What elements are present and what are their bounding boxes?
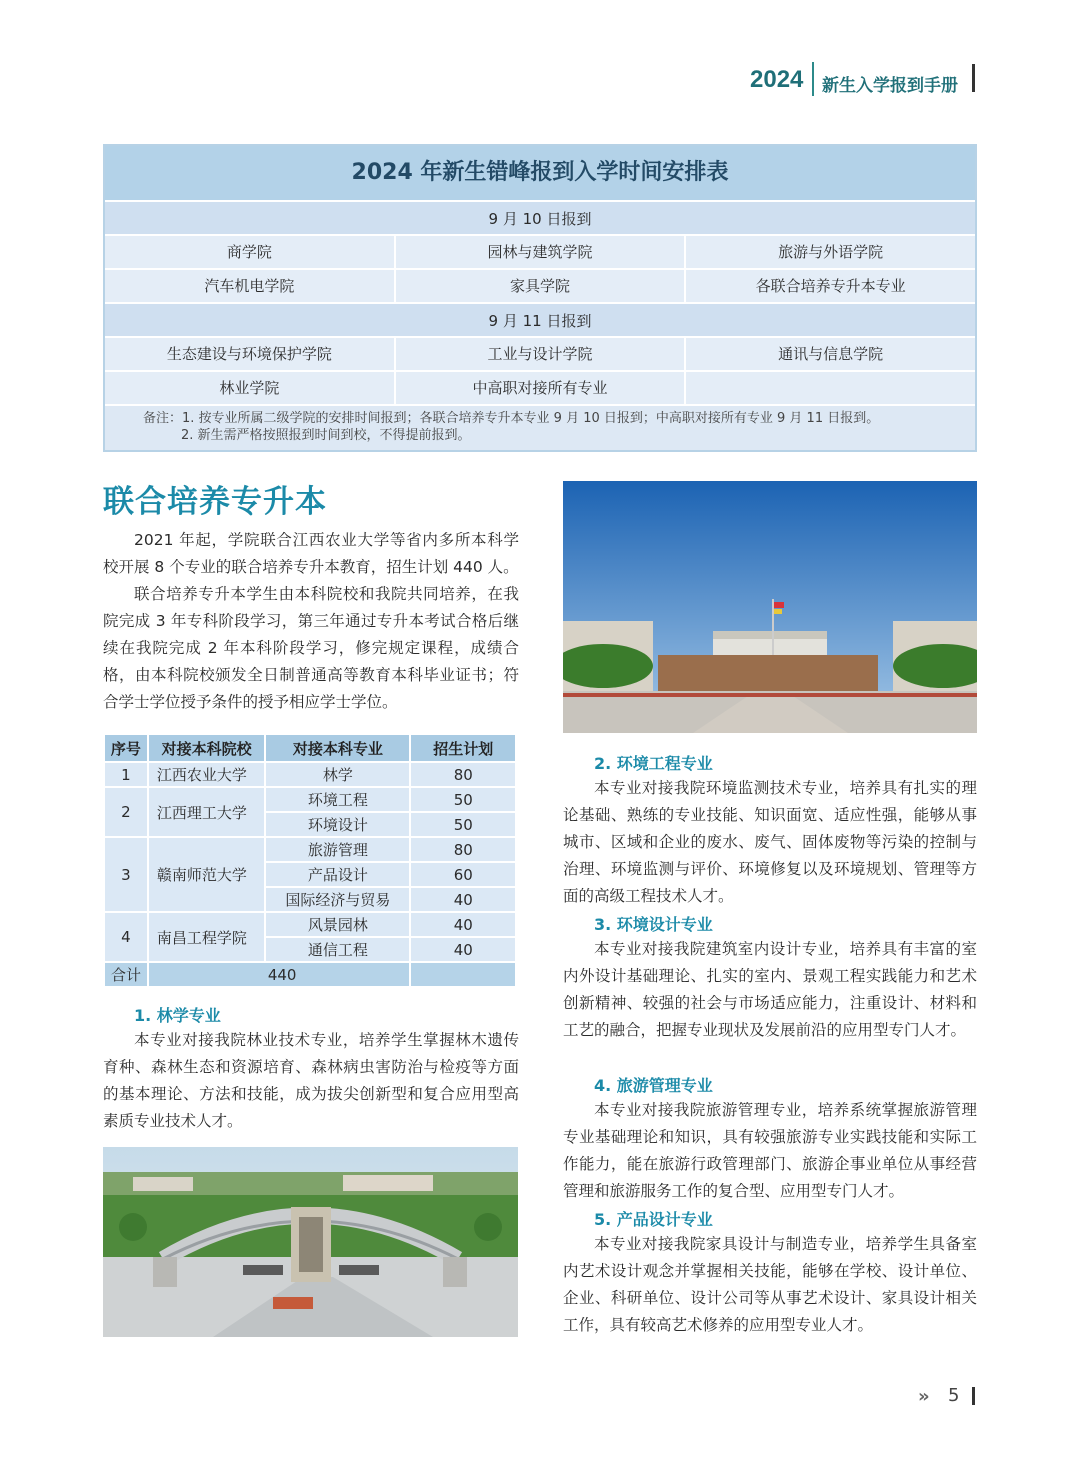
col-header: 招生计划 bbox=[410, 734, 516, 762]
university-building-photo bbox=[563, 481, 977, 733]
total-label: 合计 bbox=[104, 962, 148, 987]
major-name: 产品设计 bbox=[265, 862, 410, 887]
major-2-text-block bbox=[563, 775, 977, 910]
header-title: 新生入学报到手册 bbox=[822, 76, 958, 96]
major-name: 风景园林 bbox=[265, 912, 410, 937]
schedule-cell: 生态建设与环境保护学院 bbox=[105, 338, 396, 370]
chevron-right-icon: » bbox=[918, 1386, 924, 1407]
schedule-cell-empty bbox=[686, 372, 975, 404]
schedule-row bbox=[105, 370, 975, 404]
major-3-text: 本专业对接我院建筑室内设计专业，培养具有丰富的室内外设计基础理论、扎实的室内、景观工程实践能力和艺术创新精神、较强的社会与市场适应能力，注重设计、材料和工艺的融合，把握专业现状及发展前沿的应用型专门人才。 bbox=[563, 940, 977, 1039]
schedule-row bbox=[105, 234, 975, 268]
major-name: 林学 bbox=[265, 762, 410, 787]
major-3-text-block bbox=[563, 936, 977, 1044]
table-row bbox=[104, 912, 516, 937]
section-title: 联合培养专升本 bbox=[103, 484, 327, 520]
school-name: 赣南师范大学 bbox=[148, 837, 265, 912]
plan-count: 40 bbox=[410, 937, 516, 962]
plan-count: 50 bbox=[410, 812, 516, 837]
row-number: 4 bbox=[104, 912, 148, 962]
header-year: 2024 bbox=[750, 66, 804, 93]
major-5-title: 5. 产品设计专业 bbox=[594, 1210, 713, 1229]
schedule-cell: 旅游与外语学院 bbox=[686, 236, 975, 268]
schedule-day-1: 9 月 10 日报到 bbox=[105, 200, 975, 234]
major-name: 环境设计 bbox=[265, 812, 410, 837]
plan-count: 80 bbox=[410, 762, 516, 787]
major-4-text: 本专业对接我院旅游管理专业，培养系统掌握旅游管理专业基础理论和知识，具有较强旅游专业实践技能和实际工作能力，能在旅游行政管理部门、旅游企事业单位从事经营管理和旅游服务工作的复合型、应用型专门人才。 bbox=[563, 1101, 977, 1200]
major-4-title: 4. 旅游管理专业 bbox=[594, 1076, 713, 1095]
header-divider bbox=[812, 62, 814, 96]
schedule-cell: 林业学院 bbox=[105, 372, 396, 404]
program-table bbox=[103, 733, 517, 988]
school-name: 南昌工程学院 bbox=[148, 912, 265, 962]
table-row bbox=[104, 837, 516, 862]
page-footer bbox=[918, 1384, 982, 1410]
major-3-title: 3. 环境设计专业 bbox=[594, 915, 713, 934]
page-header bbox=[750, 62, 980, 98]
plan-count: 40 bbox=[410, 887, 516, 912]
schedule-row bbox=[105, 268, 975, 302]
intro-paragraph-1: 2021 年起，学院联合江西农业大学等省内多所本科学校开展 8 个专业的联合培养专升本教育，招生计划 440 人。 bbox=[103, 531, 519, 576]
major-name: 国际经济与贸易 bbox=[265, 887, 410, 912]
schedule-row bbox=[105, 336, 975, 370]
intro-paragraph-2: 联合培养专升本学生由本科院校和我院共同培养，在我院完成 3 年专科阶段学习，第三年通过专升本考试合格后继续在我院完成 2 年本科阶段学习，修完规定课程，成绩合格，由本科院校颁发全日制普通高等教育本科毕业证书；符合学士学位授予条件的授予相应学士学位。 bbox=[103, 585, 519, 711]
row-number: 1 bbox=[104, 762, 148, 787]
row-number: 2 bbox=[104, 787, 148, 837]
schedule-cell: 工业与设计学院 bbox=[396, 338, 687, 370]
major-5-text: 本专业对接我院家具设计与制造专业，培养学生具备室内艺术设计观念并掌握相关技能，能够在学校、设计单位、企业、科研单位、设计公司等从事艺术设计、家具设计相关工作，具有较高艺术修养的应用型专业人才。 bbox=[563, 1235, 977, 1334]
schedule-note-line-1: 备注：1. 按专业所属二级学院的安排时间报到；各联合培养专升本专业 9 月 10 日报到；中高职对接所有专业 9 月 11 日报到。 bbox=[143, 411, 880, 426]
table-total-row bbox=[104, 962, 516, 987]
col-header: 序号 bbox=[104, 734, 148, 762]
plan-count: 50 bbox=[410, 787, 516, 812]
schedule-note bbox=[105, 404, 975, 450]
schedule-cell: 商学院 bbox=[105, 236, 396, 268]
plan-count: 60 bbox=[410, 862, 516, 887]
major-name: 通信工程 bbox=[265, 937, 410, 962]
major-2-text: 本专业对接我院环境监测技术专业，培养具有扎实的理论基础、熟练的专业技能、知识面宽、适应性强，能够从事城市、区域和企业的废水、废气、固体废物等污染的控制与治理、环境监测与评价、环境修复以及环境规划、管理等方面的高级工程技术人才。 bbox=[563, 779, 977, 905]
schedule-cell: 园林与建筑学院 bbox=[396, 236, 687, 268]
schedule-cell: 各联合培养专升本专业 bbox=[686, 270, 975, 302]
schedule-table bbox=[103, 144, 977, 452]
table-row bbox=[104, 787, 516, 812]
major-name: 环境工程 bbox=[265, 787, 410, 812]
row-number: 3 bbox=[104, 837, 148, 912]
schedule-cell: 中高职对接所有专业 bbox=[396, 372, 687, 404]
col-header: 对接本科院校 bbox=[148, 734, 265, 762]
total-value: 440 bbox=[148, 962, 411, 987]
plan-count: 80 bbox=[410, 837, 516, 862]
schedule-note-line-2: 2. 新生需严格按照报到时间到校，不得提前报到。 bbox=[181, 428, 471, 443]
major-2-title: 2. 环境工程专业 bbox=[594, 754, 713, 773]
school-name: 江西农业大学 bbox=[148, 762, 265, 787]
schedule-cell: 家具学院 bbox=[396, 270, 687, 302]
section-intro bbox=[103, 527, 519, 716]
schedule-cell: 汽车机电学院 bbox=[105, 270, 396, 302]
plan-count: 40 bbox=[410, 912, 516, 937]
footer-end-bar bbox=[972, 1387, 975, 1405]
table-row bbox=[104, 762, 516, 787]
header-end-bar bbox=[972, 64, 975, 92]
major-1-text-block bbox=[103, 1027, 519, 1135]
total-empty bbox=[410, 962, 516, 987]
schedule-cell: 通讯与信息学院 bbox=[686, 338, 975, 370]
table-header-row bbox=[104, 734, 516, 762]
major-5-text-block bbox=[563, 1231, 977, 1339]
major-1-title: 1. 林学专业 bbox=[134, 1006, 221, 1025]
schedule-day-2: 9 月 11 日报到 bbox=[105, 302, 975, 336]
major-4-text-block bbox=[563, 1097, 977, 1205]
schedule-title: 2024 年新生错峰报到入学时间安排表 bbox=[105, 146, 975, 200]
major-name: 旅游管理 bbox=[265, 837, 410, 862]
page-number: 5 bbox=[948, 1385, 960, 1406]
school-name: 江西理工大学 bbox=[148, 787, 265, 837]
col-header: 对接本科专业 bbox=[265, 734, 410, 762]
major-1-text: 本专业对接我院林业技术专业，培养学生掌握林木遗传育种、森林生态和资源培育、森林病虫害防治与检疫等方面的基本理论、方法和技能，成为拔尖创新型和复合应用型高素质专业技术人才。 bbox=[103, 1031, 519, 1130]
campus-gate-photo bbox=[103, 1147, 518, 1337]
